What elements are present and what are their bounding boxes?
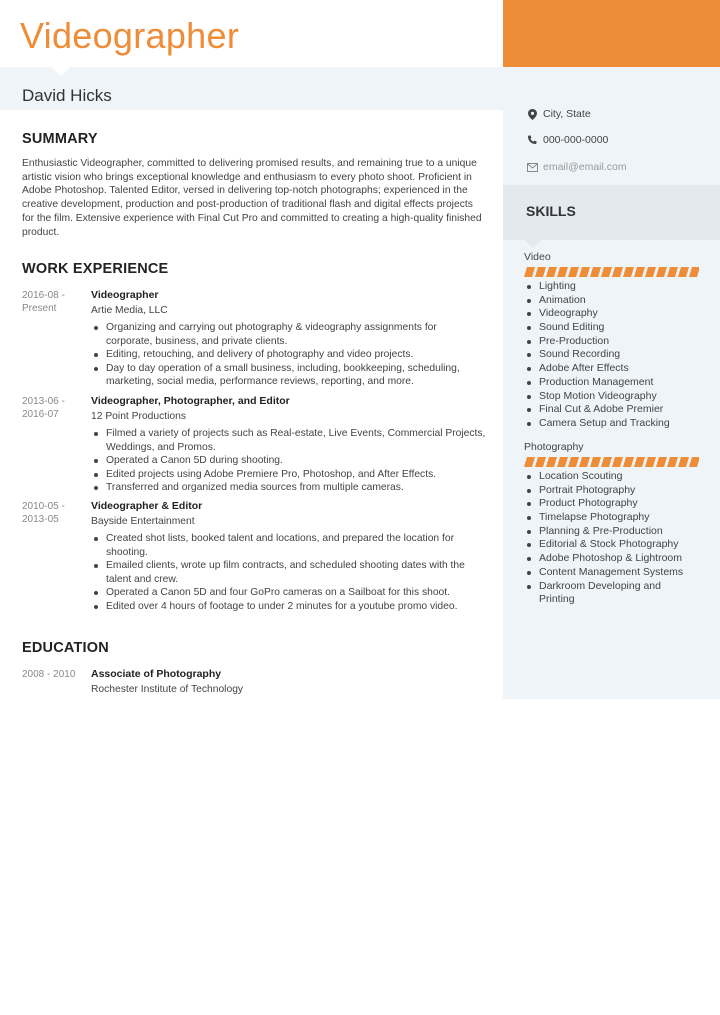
skill-level-segment <box>601 457 612 467</box>
phone-text: 000-000-0000 <box>543 134 609 146</box>
job-dates: 2013-06 - 2016-07 <box>22 396 65 420</box>
skill-level-segment <box>546 457 557 467</box>
job-role: Videographer <box>91 289 159 301</box>
skill-level-segment <box>568 267 579 277</box>
skill-category-photography-label: Photography <box>524 441 584 453</box>
job-bullets <box>91 532 486 614</box>
job-role: Videographer & Editor <box>91 500 203 512</box>
skill-level-segment <box>623 267 634 277</box>
name-band-notch <box>51 67 71 76</box>
education-dates: 2008 - 2010 <box>22 669 76 680</box>
skill-level-segment <box>590 267 601 277</box>
skill-item: Lighting <box>524 280 670 294</box>
job-dates: 2016-08 - Present <box>22 290 65 314</box>
skill-level-segment <box>568 457 579 467</box>
job-bullet: Emailed clients, wrote up film contracts, and scheduled shooting dates with the talent and crew. <box>91 559 486 586</box>
location-text: City, State <box>543 108 591 120</box>
skill-item: Portrait Photography <box>524 484 683 498</box>
skill-level-segment <box>612 457 623 467</box>
job-dates: 2010-05 - 2013-05 <box>22 501 65 525</box>
sidebar <box>503 67 720 699</box>
skills-header <box>503 185 720 240</box>
skill-level-segment <box>579 267 590 277</box>
skill-level-segment <box>524 457 535 467</box>
skill-level-segment <box>678 457 689 467</box>
contact-phone <box>526 134 608 146</box>
job-bullet: Edited projects using Adobe Premiere Pro, Photoshop, and After Effects. <box>91 468 486 482</box>
job-bullet: Filmed a variety of projects such as Real-estate, Live Events, Commercial Projects, Weddings, and Promos. <box>91 427 486 454</box>
skill-item: Adobe Photoshop & Lightroom <box>524 552 683 566</box>
job-role: Videographer, Photographer, and Editor <box>91 395 290 407</box>
skill-item: Stop Motion Videography <box>524 390 670 404</box>
job-bullet: Editing, retouching, and delivery of photography and video projects. <box>91 348 486 362</box>
skill-level-segment <box>579 457 590 467</box>
title-bar <box>0 0 503 67</box>
skill-level-segment <box>634 267 645 277</box>
job-content <box>91 289 486 389</box>
contact-location <box>526 108 591 120</box>
education-school: Rochester Institute of Technology <box>91 684 244 695</box>
header-accent-block <box>503 0 720 67</box>
person-name: David Hicks <box>22 86 112 105</box>
job-company: Bayside Entertainment <box>91 516 195 527</box>
job-bullet: Edited over 4 hours of footage to under 2 minutes for a youtube promo video. <box>91 600 486 614</box>
education-degree: Associate of Photography <box>91 668 222 680</box>
name-band <box>0 67 503 110</box>
skill-item: Darkroom Developing and Printing <box>524 580 674 607</box>
skill-level-segment <box>667 457 678 467</box>
skill-level-segment <box>535 457 546 467</box>
email-text: email@email.com <box>543 161 627 173</box>
skill-item: Adobe After Effects <box>524 362 670 376</box>
mail-icon <box>526 161 538 173</box>
skill-category-video-label: Video <box>524 251 551 263</box>
skill-item: Sound Recording <box>524 348 670 362</box>
skill-level-segment <box>656 457 667 467</box>
skill-level-segment <box>645 457 656 467</box>
skill-item: Product Photography <box>524 497 683 511</box>
skill-level-segment <box>645 267 656 277</box>
phone-icon <box>526 134 538 146</box>
skills-heading: SKILLS <box>526 203 576 219</box>
skill-level-segment <box>634 457 645 467</box>
skill-level-bar-video <box>524 267 699 277</box>
skill-item: Pre-Production <box>524 335 670 349</box>
job-content <box>91 395 486 495</box>
skill-level-segment <box>535 267 546 277</box>
skill-level-segment <box>557 457 568 467</box>
work-experience-heading: WORK EXPERIENCE <box>22 261 169 277</box>
job-bullet: Organizing and carrying out photography & videography assignments for corporate, business, and private clients. <box>91 321 486 348</box>
skill-level-segment <box>678 267 689 277</box>
job-bullet: Operated a Canon 5D and four GoPro cameras on a Sailboat for this shoot. <box>91 586 486 600</box>
skill-level-segment <box>546 267 557 277</box>
job-bullets <box>91 427 486 495</box>
map-pin-icon <box>526 108 538 120</box>
skill-item: Planning & Pre-Production <box>524 525 683 539</box>
skill-item: Timelapse Photography <box>524 511 683 525</box>
job-company: 12 Point Productions <box>91 411 187 422</box>
education-content <box>91 668 486 697</box>
skill-level-segment <box>689 457 699 467</box>
job-bullet: Day to day operation of a small business, including, bookkeeping, scheduling, marketing, social media, performance reviews, reporting, and more. <box>91 362 486 389</box>
summary-text: Enthusiastic Videographer, committed to delivering promised results, and remaining true to a unique artistic vision who brings exceptional knowledge and enthusiasm to every photo shoot. Proficient in Adobe Photoshop. Talented Editor, versed in delivering top-notch photographs; experienced in the creative development, production and post-production of traditional flash and digital effects projects for the film. Extensive experience with Final Cut Pro and committed to creating a high-quality finished product. <box>22 158 482 238</box>
skill-item: Camera Setup and Tracking <box>524 417 670 431</box>
job-bullet: Transferred and organized media sources from multiple cameras. <box>91 481 486 495</box>
skill-item: Final Cut & Adobe Premier <box>524 403 670 417</box>
skill-item: Videography <box>524 307 670 321</box>
skill-list-photography <box>524 470 683 607</box>
summary-heading: SUMMARY <box>22 131 98 147</box>
skill-item: Location Scouting <box>524 470 683 484</box>
skill-level-segment <box>689 267 699 277</box>
skill-level-bar-photography <box>524 457 699 467</box>
skill-level-segment <box>667 267 678 277</box>
job-bullets <box>91 321 486 389</box>
skill-level-segment <box>623 457 634 467</box>
skill-item: Production Management <box>524 376 670 390</box>
skill-item: Editorial & Stock Photography <box>524 538 683 552</box>
skill-level-segment <box>601 267 612 277</box>
skill-level-segment <box>524 267 535 277</box>
job-bullet: Created shot lists, booked talent and locations, and prepared the location for shooting. <box>91 532 486 559</box>
education-heading: EDUCATION <box>22 640 109 656</box>
skill-item: Content Management Systems <box>524 566 683 580</box>
skill-level-segment <box>656 267 667 277</box>
skill-level-segment <box>557 267 568 277</box>
job-title: Videographer <box>20 15 240 56</box>
skill-level-segment <box>612 267 623 277</box>
job-company: Artie Media, LLC <box>91 305 168 316</box>
job-bullet: Operated a Canon 5D during shooting. <box>91 454 486 468</box>
skill-level-segment <box>590 457 601 467</box>
contact-email[interactable] <box>526 161 627 173</box>
skill-list-video <box>524 280 670 431</box>
job-content <box>91 500 486 614</box>
skills-header-notch <box>524 240 542 248</box>
skill-item: Sound Editing <box>524 321 670 335</box>
skill-item: Animation <box>524 294 670 308</box>
